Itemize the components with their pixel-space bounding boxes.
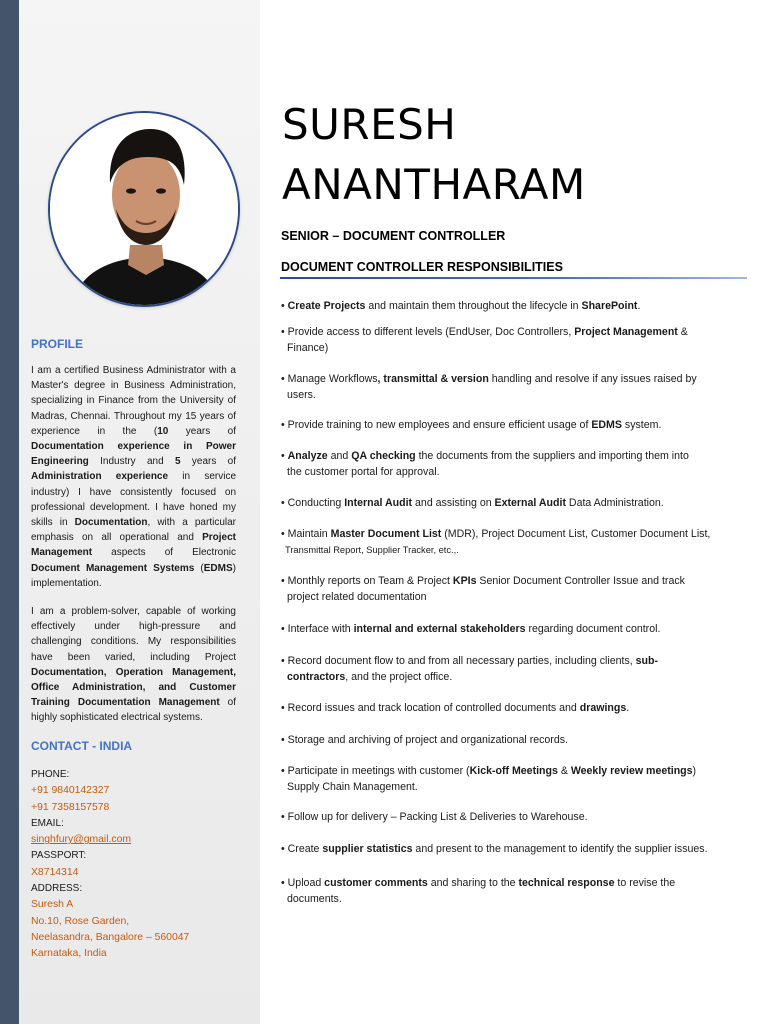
phone-label: PHONE:: [31, 769, 70, 780]
responsibility-item: [281, 810, 741, 826]
heading-underline: [280, 277, 747, 279]
responsibility-line: [281, 733, 741, 749]
text-run: documents.: [287, 892, 342, 905]
bold-text: Weekly review meetings: [570, 765, 693, 777]
text-run: Supply Chain Management.: [287, 780, 418, 793]
bold-text: 10: [157, 425, 169, 437]
profile-heading: PROFILE: [31, 337, 84, 351]
bold-text: Master Document List: [330, 528, 442, 540]
bold-text: , transmittal & version: [377, 373, 489, 385]
text-run: handling and resolve if any issues raised by: [488, 373, 697, 385]
text-run: (: [194, 562, 204, 574]
text-run: • Create: [281, 843, 323, 855]
bold-text: Create Projects: [287, 300, 366, 312]
text-run: and maintain them throughout the lifecycle in: [365, 300, 582, 312]
responsibility-line: [281, 543, 741, 559]
responsibility-item: [281, 527, 741, 558]
text-run: system.: [621, 419, 662, 431]
bold-text: internal and external stakeholders: [353, 623, 526, 635]
text-run: I am a certified Business Administrator with a Master's degree in Business Administration, specializing in Finance from the University of Madras, Chennai. Throughout my 15 years of experience in the (: [31, 365, 236, 437]
bold-text: Documentation experience in Power Engineering: [31, 441, 236, 468]
text-run: &: [677, 326, 688, 338]
bold-text: External Audit: [494, 497, 566, 509]
bold-text: QA checking: [351, 450, 416, 462]
text-run: in service industry) I have consistently focused on professional development. I have honed my skills in: [31, 471, 237, 529]
text-run: ): [692, 765, 697, 777]
responsibility-line: [281, 764, 741, 780]
responsibility-line: [281, 527, 741, 543]
bold-text: SharePoint: [581, 300, 638, 312]
responsibility-line: [281, 876, 741, 892]
responsibility-line: [281, 654, 741, 670]
responsibility-line: [281, 810, 741, 826]
text-run: • Record document flow to and from all necessary parties, including clients,: [281, 655, 636, 667]
text-run: • Storage and archiving of project and organizational records.: [281, 734, 568, 746]
bold-text: EDMS: [203, 562, 233, 574]
responsibility-line: [281, 496, 741, 512]
bold-text: supplier statistics: [322, 843, 413, 855]
text-run: Industry and: [88, 456, 176, 468]
bold-text: Kick-off Meetings: [469, 765, 558, 777]
text-run: and sharing to the: [427, 877, 519, 889]
text-run: (MDR), Project Document List, Customer Document List,: [441, 528, 711, 540]
text-run: • Upload: [281, 877, 325, 889]
contact-heading: CONTACT - INDIA: [31, 739, 133, 753]
left-accent-bar: [0, 0, 19, 1024]
text-run: • Participate in meetings with customer (: [281, 765, 470, 777]
responsibility-line: [281, 299, 741, 315]
text-run: • Monthly reports on Team & Project: [281, 575, 453, 587]
address-line-3: Neelasandra, Bangalore – 560047: [31, 931, 190, 943]
bold-text: customer comments: [324, 877, 428, 889]
responsibility-line: [281, 590, 741, 606]
text-run: Data Administration.: [565, 497, 664, 509]
phone-number-1[interactable]: +91 9840142327: [31, 785, 110, 797]
bold-text: Internal Audit: [344, 497, 413, 509]
text-run: I am a problem-solver, capable of working effectively under high-pressure and challenging conditions. My responsibilities have been varied, including Project: [31, 606, 236, 663]
responsibility-line: [281, 449, 741, 465]
text-run: years of: [180, 456, 237, 468]
text-run: project related documentation: [287, 590, 427, 603]
responsibility-item: [281, 764, 741, 795]
responsibility-item: [281, 654, 741, 685]
profile-photo-image: [50, 113, 240, 307]
responsibility-line: [281, 842, 741, 858]
responsibility-item: [281, 701, 741, 717]
text-run: • Record issues and track location of controlled documents and: [281, 702, 580, 714]
responsibility-line: [281, 341, 741, 357]
text-run: and assisting on: [412, 497, 495, 509]
text-run: •: [281, 450, 288, 462]
responsibility-line: [281, 465, 741, 481]
name-last: ANANTHARAM: [282, 160, 586, 209]
responsibility-item: [281, 496, 741, 512]
passport-label: PASSPORT:: [31, 850, 87, 862]
responsibility-line: [281, 670, 741, 686]
text-run: • Manage Workflows: [281, 373, 378, 385]
text-run: • Interface with: [281, 623, 354, 635]
text-run: &: [557, 765, 571, 777]
text-run: , with a particular emphasis on all operational and: [31, 517, 236, 544]
text-run: • Maintain: [281, 528, 331, 540]
bold-text: EDMS: [591, 419, 622, 431]
contact-block: [31, 767, 251, 963]
text-run: .: [637, 300, 641, 312]
text-run: • Conducting: [281, 497, 345, 509]
bold-text: Analyze: [287, 450, 328, 462]
responsibility-item: [281, 372, 741, 403]
bold-text: Project Management: [574, 326, 678, 338]
bold-text: 5: [175, 456, 181, 468]
text-run: Finance): [287, 341, 329, 354]
text-run: of highly sophisticated electrical systems.: [31, 697, 236, 724]
text-run: the documents from the suppliers and importing them into: [415, 450, 689, 462]
bold-text: Documentation, Operation Management, Office Administration, and Customer Training Documentation Management: [31, 666, 236, 709]
text-run: years of: [168, 425, 236, 437]
responsibility-item: [281, 418, 741, 434]
profile-paragraph-2: [31, 604, 236, 726]
passport-number: X8714314: [31, 866, 79, 878]
responsibility-line: [281, 622, 741, 638]
address-label: ADDRESS:: [31, 883, 83, 895]
responsibilities-heading: DOCUMENT CONTROLLER RESPONSIBILITIES: [281, 260, 563, 274]
bold-text: Documentation: [74, 517, 148, 529]
text-run: ) implementation.: [31, 562, 236, 589]
profile-photo: [48, 111, 240, 307]
text-run: aspects of Electronic: [92, 547, 236, 559]
text-run: • Provide training to new employees and ensure efficient usage of: [281, 419, 592, 431]
responsibility-item: [281, 876, 741, 907]
text-run: and: [327, 450, 352, 462]
responsibility-item: [281, 622, 741, 638]
responsibility-item: [281, 299, 741, 315]
profile-paragraph-1: [31, 363, 236, 591]
bold-text: Document Management Systems: [31, 562, 195, 574]
text-run: • Follow up for delivery – Packing List & Deliveries to Warehouse.: [281, 811, 588, 823]
text-run: and present to the management to identify the supplier issues.: [412, 843, 708, 855]
text-run: , and the project office.: [345, 670, 453, 683]
text-run: users.: [287, 388, 316, 401]
responsibility-line: [281, 325, 741, 341]
responsibility-line: [281, 892, 741, 908]
text-run: Senior Document Controller Issue and track: [476, 575, 685, 587]
bold-text: drawings: [579, 702, 627, 714]
text-run: to revise the: [614, 877, 676, 889]
responsibility-line: [281, 388, 741, 404]
responsibility-line: [281, 372, 741, 388]
email-label: EMAIL:: [31, 817, 64, 829]
text-run: .: [626, 702, 630, 714]
responsibility-line: [281, 701, 741, 717]
email-link[interactable]: singhfury@gmail.com: [31, 834, 132, 846]
address-line-1: Suresh A: [31, 899, 74, 911]
responsibility-line: [281, 780, 741, 796]
bold-text: Project Management: [31, 532, 236, 559]
address-line-2: No.10, Rose Garden,: [31, 915, 130, 927]
responsibility-line: [281, 574, 741, 590]
responsibility-item: [281, 325, 741, 356]
bold-text: contractors: [287, 670, 346, 683]
text-run: the customer portal for approval.: [287, 465, 440, 478]
bold-text: KPIs: [452, 575, 477, 587]
text-run: Transmittal Report, Supplier Tracker, etc.,.: [285, 544, 459, 555]
bold-text: Administration experience: [31, 471, 169, 483]
text-run: • Provide access to different levels (EndUser, Doc Controllers,: [281, 326, 575, 338]
address-line-4: Karnataka, India: [31, 948, 107, 960]
text-run: •: [281, 300, 288, 312]
job-title: SENIOR – DOCUMENT CONTROLLER: [281, 229, 506, 243]
responsibility-item: [281, 733, 741, 749]
name-first: SURESH: [282, 100, 457, 149]
bold-text: technical response: [518, 877, 615, 889]
responsibility-item: [281, 574, 741, 605]
text-run: regarding document control.: [525, 623, 661, 635]
phone-number-2[interactable]: +91 7358157578: [31, 801, 110, 813]
bold-text: sub-: [635, 655, 659, 667]
responsibility-line: [281, 418, 741, 434]
responsibility-item: [281, 842, 741, 858]
responsibility-item: [281, 449, 741, 480]
